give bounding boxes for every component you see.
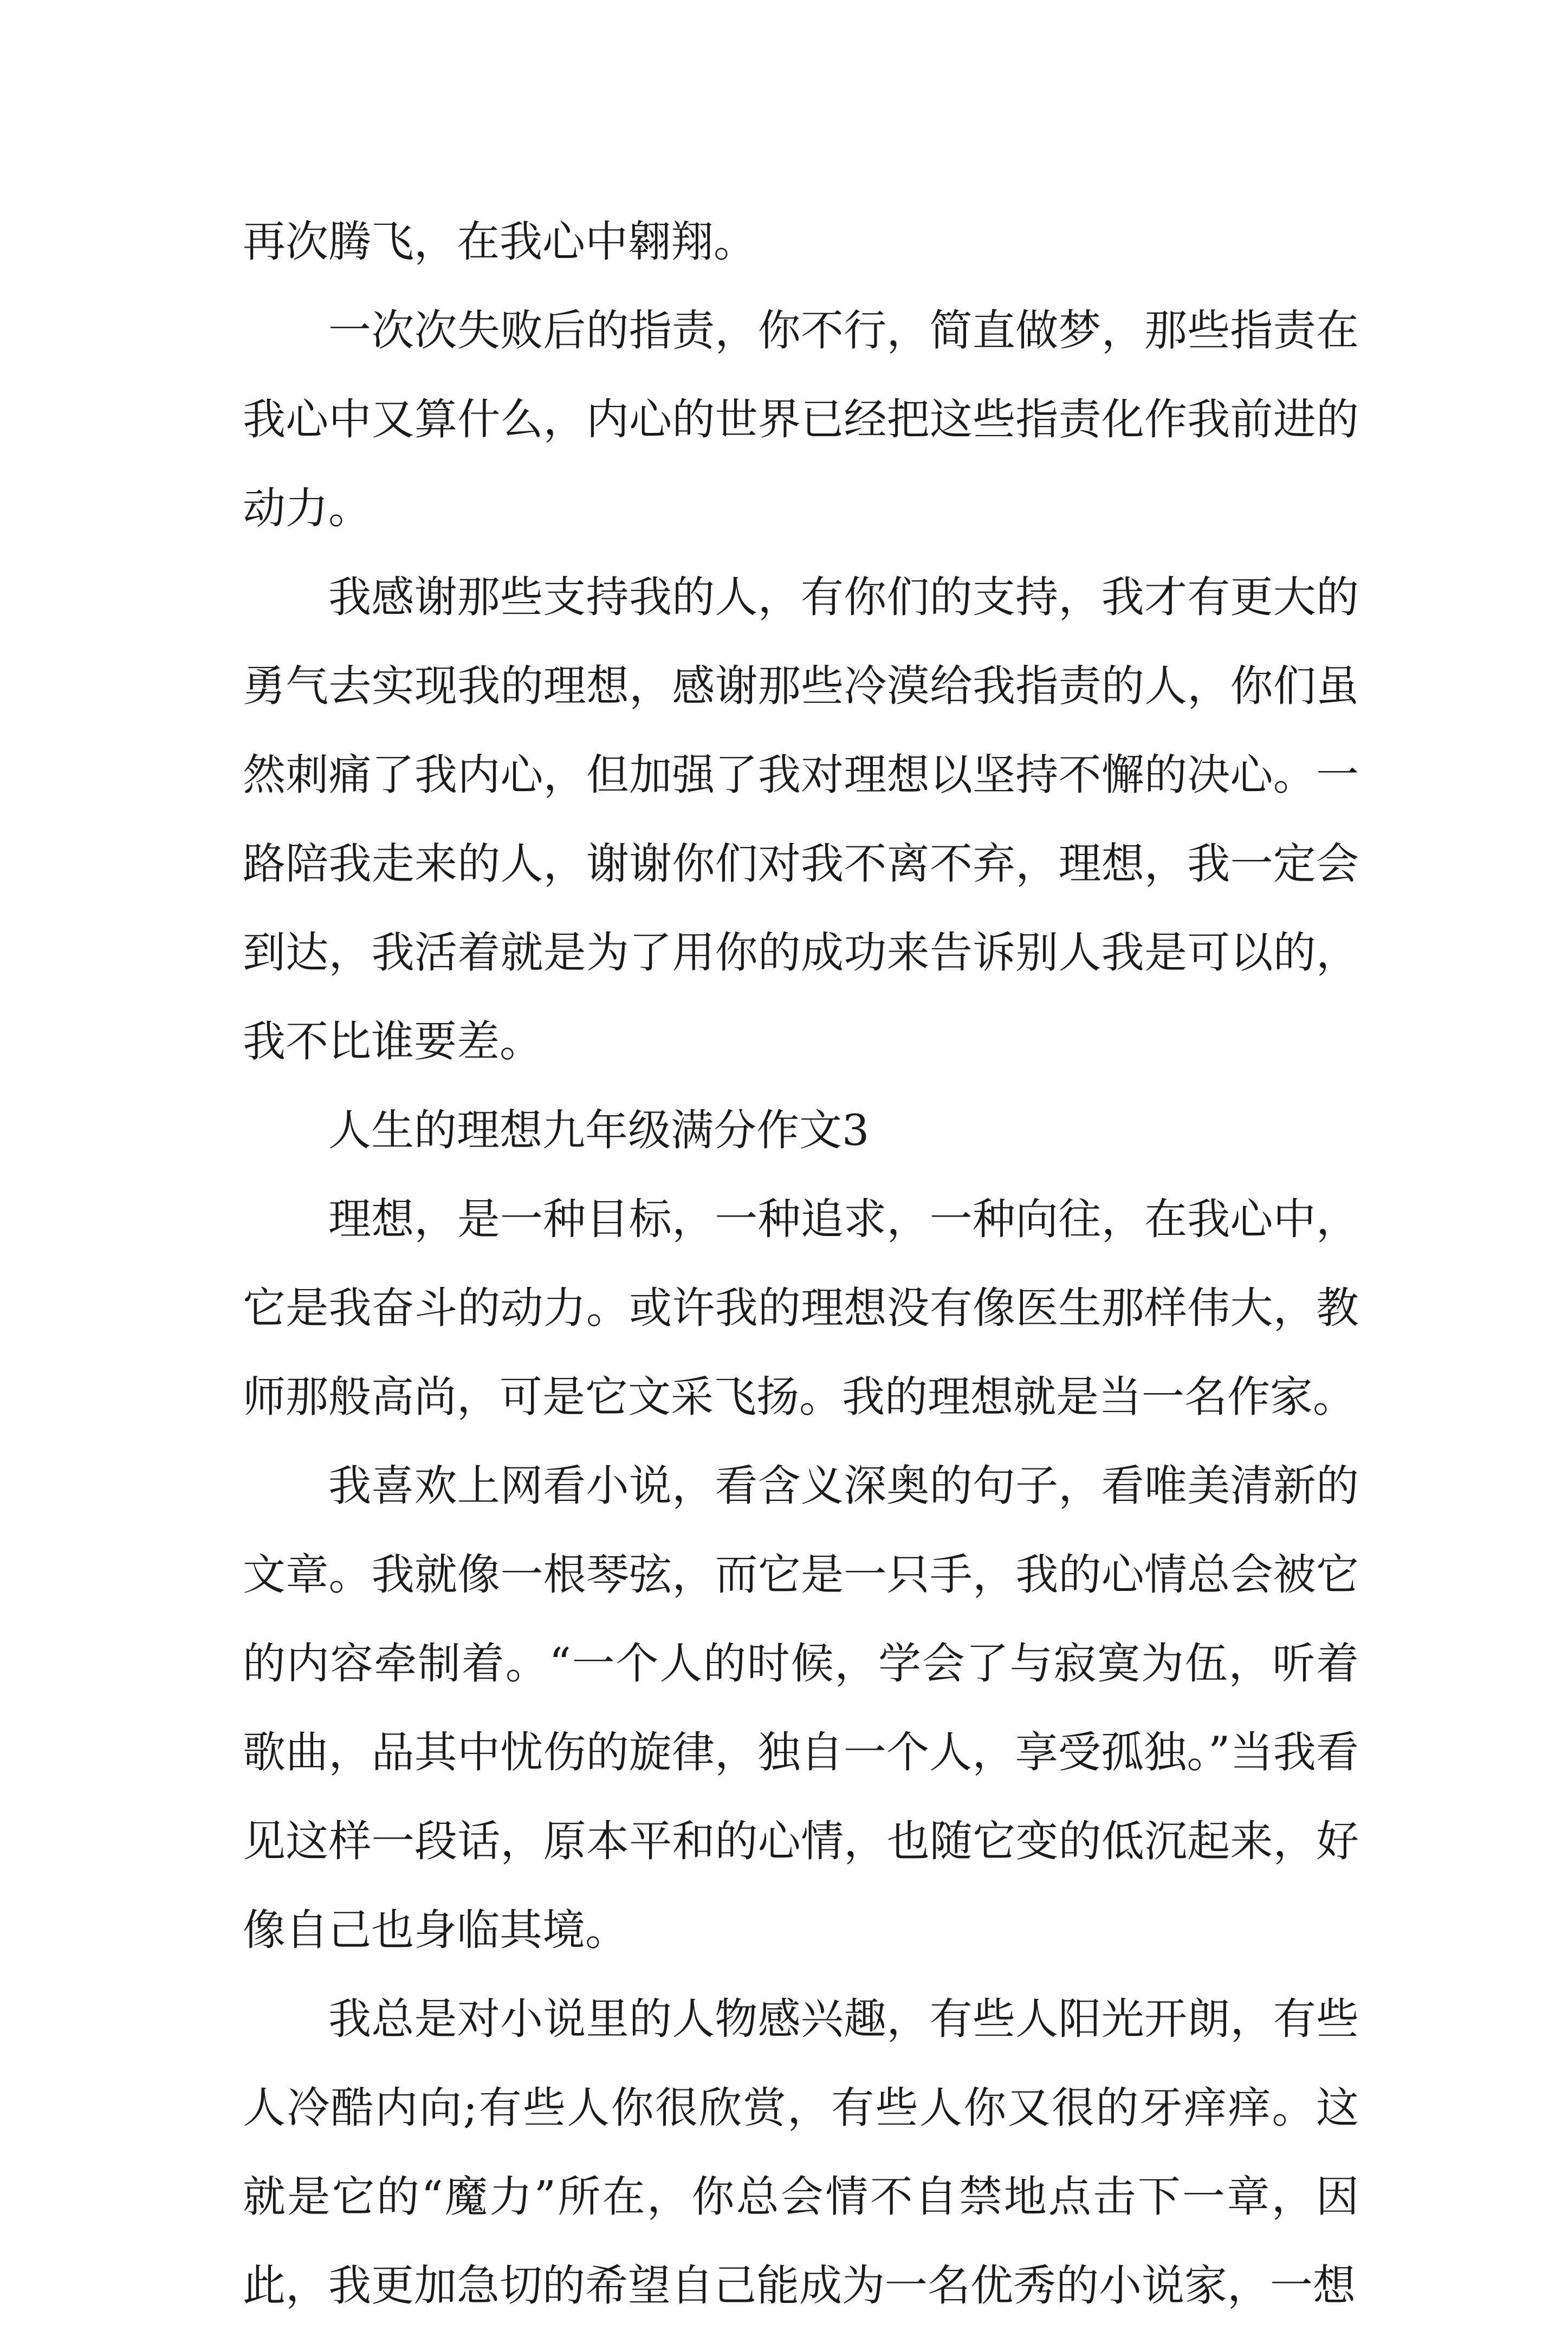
paragraph: 一次次失败后的指责，你不行，简直做梦，那些指责在我心中又算什么，内心的世界已经把这些指责化作我前进的动力。 [243,306,1359,533]
article-body [243,197,1359,2330]
paragraph: 理想，是一种目标，一种追求，一种向往，在我心中，它是我奋斗的动力。或许我的理想没有像医生那样伟大，教师那般高尚，可是它文采飞扬。我的理想就是当一名作家。 [243,1194,1359,1422]
paragraph: 我感谢那些支持我的人，有你们的支持，我才有更大的勇气去实现我的理想，感谢那些冷漠给我指责的人，你们虽然刺痛了我内心，但加强了我对理想以坚持不懈的决心。一路陪我走来的人，谢谢你们对我不离不弃，理想，我一定会到达，我活着就是为了用你的成功来告诉别人我是可以的，我不比谁要差。 [243,572,1359,1066]
paragraph: 我喜欢上网看小说，看含义深奥的句子，看唯美清新的文章。我就像一根琴弦，而它是一只手，我的心情总会被它的内容牵制着。“一个人的时候，学会了与寂寞为伍，听着歌曲，品其中忧伤的旋律，独自一个人，享受孤独。”当我看见这样一段话，原本平和的心情，也随它变的低沉起来，好像自己也身临其境。 [243,1461,1359,1955]
paragraph-continuation: 再次腾飞，在我心中翱翔。 [243,217,756,267]
paragraph: 我总是对小说里的人物感兴趣，有些人阳光开朗，有些人冷酷内向;有些人你很欣赏，有些人你又很的牙痒痒。这就是它的“魔力”所在，你总会情不自禁地点击下一章，因此，我更加急切的希望自己能成为一名优秀的小说家，一想 [243,1994,1359,2310]
essay-heading: 人生的理想九年级满分作文3 [328,1105,870,1155]
